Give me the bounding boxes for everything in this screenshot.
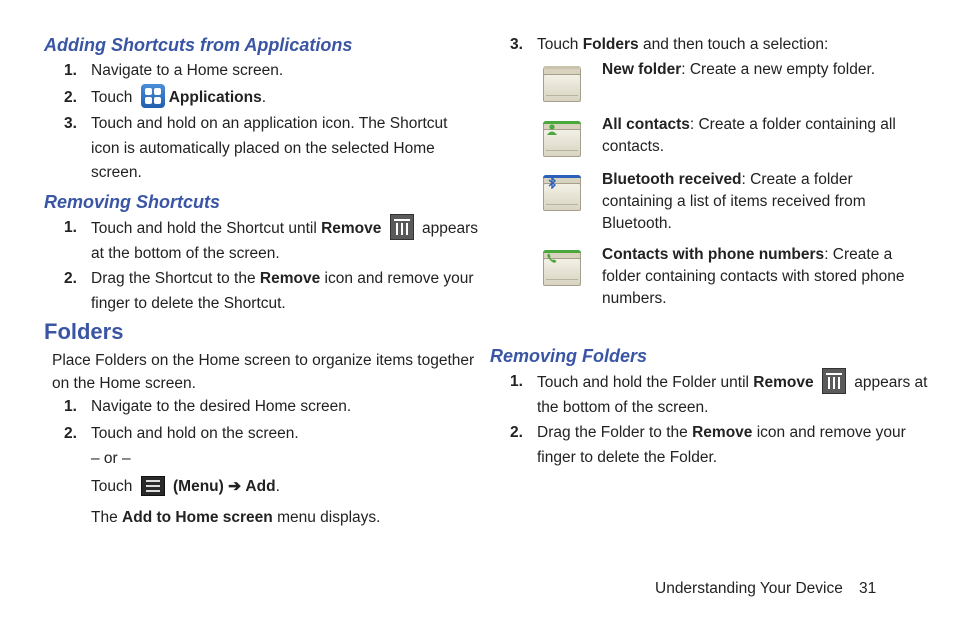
step-line: Touch and hold on an application icon. The Shortcut [91, 115, 448, 132]
step-touch-menu-add [91, 475, 280, 500]
remove-label: Remove [692, 424, 753, 441]
option-title: All contacts [602, 116, 690, 133]
step-number: 3. [510, 36, 523, 53]
step-number: 1. [64, 62, 77, 79]
option-title: Bluetooth received [602, 171, 742, 188]
step-text-pre: Drag the Folder to the [537, 424, 688, 441]
note-text-post: menu displays. [277, 509, 381, 526]
option-desc: : Create a new empty folder. [681, 61, 876, 78]
add-label: Add [245, 478, 276, 495]
trash-icon [822, 368, 846, 394]
step-number: 2. [510, 424, 523, 441]
step-text [91, 112, 447, 186]
remove-label: Remove [259, 270, 321, 287]
intro-line: Place Folders on the Home screen to organize items together [52, 352, 475, 369]
option-desc-line: numbers. [602, 290, 667, 307]
step-number: 1. [64, 219, 77, 236]
option-desc: : Create a folder [741, 171, 853, 188]
step-text: Navigate to the desired Home screen. [91, 398, 352, 415]
step-text-pre: Touch [91, 478, 133, 495]
menu-icon [141, 476, 165, 496]
step-text [537, 33, 828, 58]
step-text-pre: Touch and hold the Shortcut until [91, 220, 317, 238]
step-line: screen. [91, 164, 142, 181]
or-separator: – or – [91, 450, 131, 467]
step-text-post: . [275, 478, 280, 495]
step-text [537, 421, 906, 470]
option-desc-line: contacts. [602, 138, 665, 155]
step-line: finger to delete the Shortcut. [91, 294, 286, 312]
bluetooth-folder-icon [543, 175, 581, 211]
option-new-folder [602, 59, 875, 81]
option-contacts-phone-numbers [602, 244, 904, 310]
option-desc-line: containing a list of items received from [602, 193, 866, 210]
arrow-right-icon: ➔ [228, 478, 242, 495]
footer-section-title: Understanding Your Device [655, 580, 843, 597]
heading-removing-shortcuts: Removing Shortcuts [44, 192, 221, 212]
intro-line: on the Home screen. [52, 374, 196, 392]
trash-icon [390, 214, 414, 240]
step-number: 2. [64, 425, 77, 442]
step-text-post: appears [422, 220, 479, 238]
step-number: 2. [64, 89, 77, 106]
step-text-pre: Drag the Shortcut to the [91, 270, 256, 287]
note-text-pre: The [91, 509, 118, 526]
phone-folder-icon [543, 250, 581, 286]
step-number: 2. [64, 270, 77, 287]
applications-icon [141, 84, 165, 108]
step-text-post: icon and remove your [324, 270, 474, 287]
step-text-post: and then touch a selection: [642, 36, 829, 53]
step-line: finger to delete the Folder. [537, 448, 718, 466]
contacts-folder-icon [543, 121, 581, 157]
menu-label: (Menu) [173, 478, 224, 495]
option-bluetooth-received [602, 169, 866, 235]
step-number: 1. [510, 373, 523, 390]
option-title: Contacts with phone numbers [602, 246, 825, 263]
menu-displays-note [91, 506, 380, 531]
option-desc: : Create a folder containing all [689, 116, 896, 133]
option-title: New folder [602, 61, 682, 78]
folders-intro [52, 350, 474, 395]
step-text: Navigate to a Home screen. [91, 62, 284, 79]
option-desc-line: Bluetooth. [602, 215, 672, 232]
step-number: 1. [64, 398, 77, 415]
folder-icon [543, 66, 581, 102]
heading-folders: Folders [44, 319, 124, 344]
step-text-post: appears at [854, 374, 928, 392]
folders-label: Folders [582, 36, 639, 53]
step-number: 3. [64, 115, 77, 132]
remove-label: Remove [321, 220, 382, 238]
step-line: the bottom of the screen. [537, 399, 709, 416]
option-desc: : Create a [824, 246, 893, 263]
step-text [91, 86, 266, 111]
step-text [537, 370, 927, 421]
step-text-pre: Touch [537, 36, 579, 53]
step-line: at the bottom of the screen. [91, 245, 280, 262]
step-text: Touch and hold on the screen. [91, 425, 299, 442]
heading-removing-folders: Removing Folders [490, 346, 648, 366]
step-text [91, 216, 478, 267]
applications-label: Applications [168, 89, 262, 107]
step-line: icon is automatically placed on the selected Home [91, 139, 435, 157]
add-to-home-screen-label: Add to Home screen [122, 509, 273, 526]
heading-adding-shortcuts: Adding Shortcuts from Applications [44, 35, 353, 55]
step-text-post: icon and remove your [756, 424, 906, 441]
step-text-pre: Touch and hold the Folder until [537, 374, 749, 392]
page-number: 31 [859, 580, 877, 597]
remove-label: Remove [753, 374, 814, 392]
option-desc-line: folder containing contacts with stored phone [602, 268, 905, 285]
step-text [91, 267, 474, 316]
option-all-contacts [602, 114, 896, 158]
step-text-post: . [261, 89, 267, 107]
step-text-pre: Touch [91, 89, 133, 107]
